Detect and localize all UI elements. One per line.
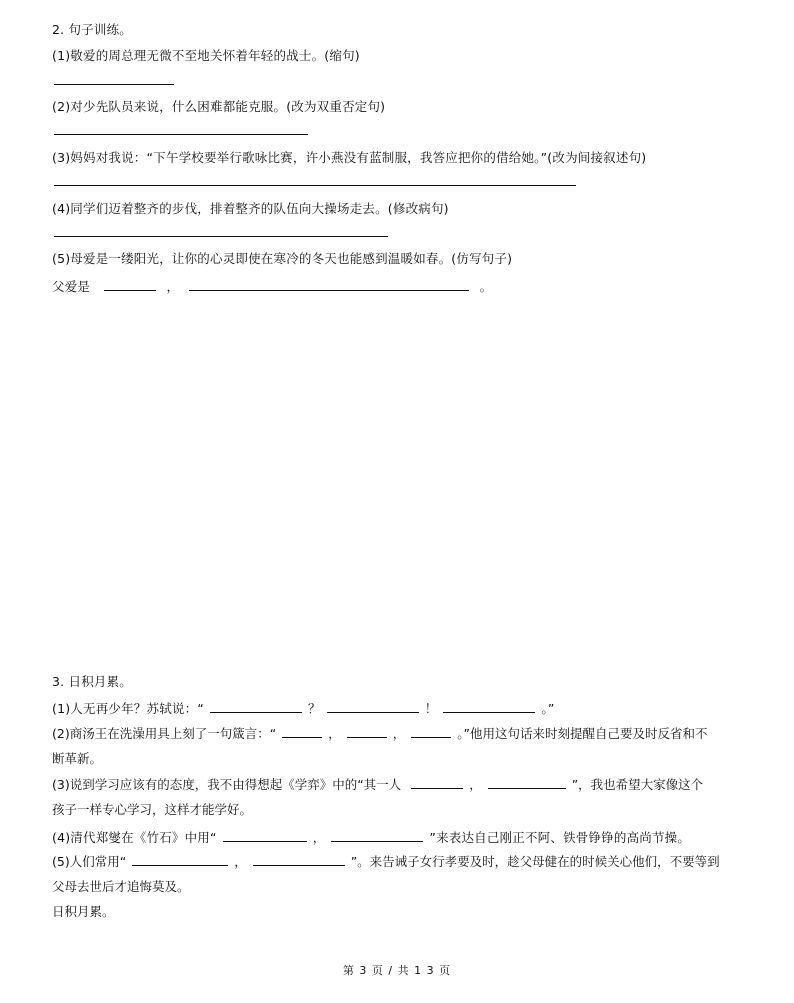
section-3-tail-text: 日积月累。 xyxy=(52,904,115,919)
fill-end: 。 xyxy=(479,279,493,294)
q3-5-text-d: 父母去世后才追悔莫及。 xyxy=(52,879,190,894)
answer-blank-3-1-a[interactable] xyxy=(210,698,302,713)
answer-blank-2-5-a[interactable] xyxy=(104,276,156,291)
question-2-5: (5)母爱是一缕阳光，让你的心灵即使在寒冷的冬天也能感到温暖如春。(仿写句子) xyxy=(52,251,513,266)
q3-4-text-c: ”来表达自己刚正不阿、铁骨铮铮的高尚节操。 xyxy=(429,830,691,845)
question-2-5-fill-line xyxy=(52,276,492,295)
q3-2-text-c: ， xyxy=(392,726,406,741)
question-2-1: (1)敬爱的周总理无微不至地关怀着年轻的战士。(缩句) xyxy=(52,48,360,63)
answer-blank-3-1-b[interactable] xyxy=(327,698,419,713)
section-3-title: 3. 日积月累。 xyxy=(52,674,132,689)
q3-4-text-b: ， xyxy=(312,830,326,845)
question-3-2 xyxy=(52,721,752,771)
q3-4-text-a: (4)清代郑燮在《竹石》中用“ xyxy=(52,830,217,845)
answer-blank-3-4-b[interactable] xyxy=(331,827,423,842)
q3-2-text-d: 。”他用这句话来时刻提醒自己要及时反省和不 xyxy=(457,726,708,741)
answer-blank-3-5-b[interactable] xyxy=(253,851,345,866)
q3-5-text-c: ”。来告诫子女行孝要及时，趁父母健在的时候关心他们，不要等到 xyxy=(350,854,720,869)
page-footer: 第 3 页 / 共 1 3 页 xyxy=(342,964,452,977)
q3-3-text-c: ”，我也希望大家像这个 xyxy=(571,777,704,792)
question-2-2: (2)对少先队员来说，什么困难都能克服。(改为双重否定句) xyxy=(52,99,386,114)
q3-1-text-b: ？ xyxy=(307,701,321,716)
answer-blank-2-4[interactable] xyxy=(54,236,388,237)
q3-1-text-c: ！ xyxy=(424,701,438,716)
q3-2-text-a: (2)商汤王在洗澡用具上刻了一句箴言：“ xyxy=(52,726,277,741)
answer-blank-3-3-b[interactable] xyxy=(488,774,566,789)
q3-3-text-a: (3)说到学习应该有的态度，我不由得想起《学弈》中的“其一人 xyxy=(52,777,402,792)
answer-blank-3-2-a[interactable] xyxy=(282,723,322,738)
answer-blank-3-4-a[interactable] xyxy=(223,827,307,842)
answer-blank-3-1-c[interactable] xyxy=(443,698,535,713)
answer-blank-2-2[interactable] xyxy=(54,134,308,135)
answer-blank-3-3-a[interactable] xyxy=(411,774,463,789)
q3-1-text-a: (1)人无再少年？苏轼说：“ xyxy=(52,701,204,716)
q3-5-text-b: ， xyxy=(234,854,247,869)
answer-blank-3-2-c[interactable] xyxy=(411,723,451,738)
question-3-4 xyxy=(52,827,690,846)
q3-3-text-d: 孩子一样专心学习，这样才能学好。 xyxy=(52,802,253,817)
q3-2-text-b: ， xyxy=(328,726,341,741)
answer-blank-3-5-a[interactable] xyxy=(132,851,228,866)
answer-blank-2-5-b[interactable] xyxy=(189,276,469,291)
question-2-3: (3)妈妈对我说：“下午学校要举行歌咏比赛，许小燕没有蓝制服，我答应把你的借给她。”(改为间接叙述句) xyxy=(52,150,647,165)
fill-comma: ， xyxy=(166,279,180,294)
answer-blank-3-2-b[interactable] xyxy=(347,723,387,738)
q3-2-text-e: 断革新。 xyxy=(52,751,103,766)
question-3-1 xyxy=(52,698,555,717)
question-3-3 xyxy=(52,772,752,822)
question-3-5 xyxy=(52,849,752,924)
fill-prefix: 父爱是 xyxy=(52,279,91,294)
question-2-4: (4)同学们迈着整齐的步伐，排着整齐的队伍向大操场走去。(修改病句) xyxy=(52,201,449,216)
answer-blank-2-3[interactable] xyxy=(54,185,576,186)
q3-1-text-d: 。” xyxy=(541,701,555,716)
answer-blank-2-1[interactable] xyxy=(54,84,174,85)
q3-3-text-b: ， xyxy=(469,777,482,792)
section-2-title: 2. 句子训练。 xyxy=(52,22,132,37)
q3-5-text-a: (5)人们常用“ xyxy=(52,854,127,869)
